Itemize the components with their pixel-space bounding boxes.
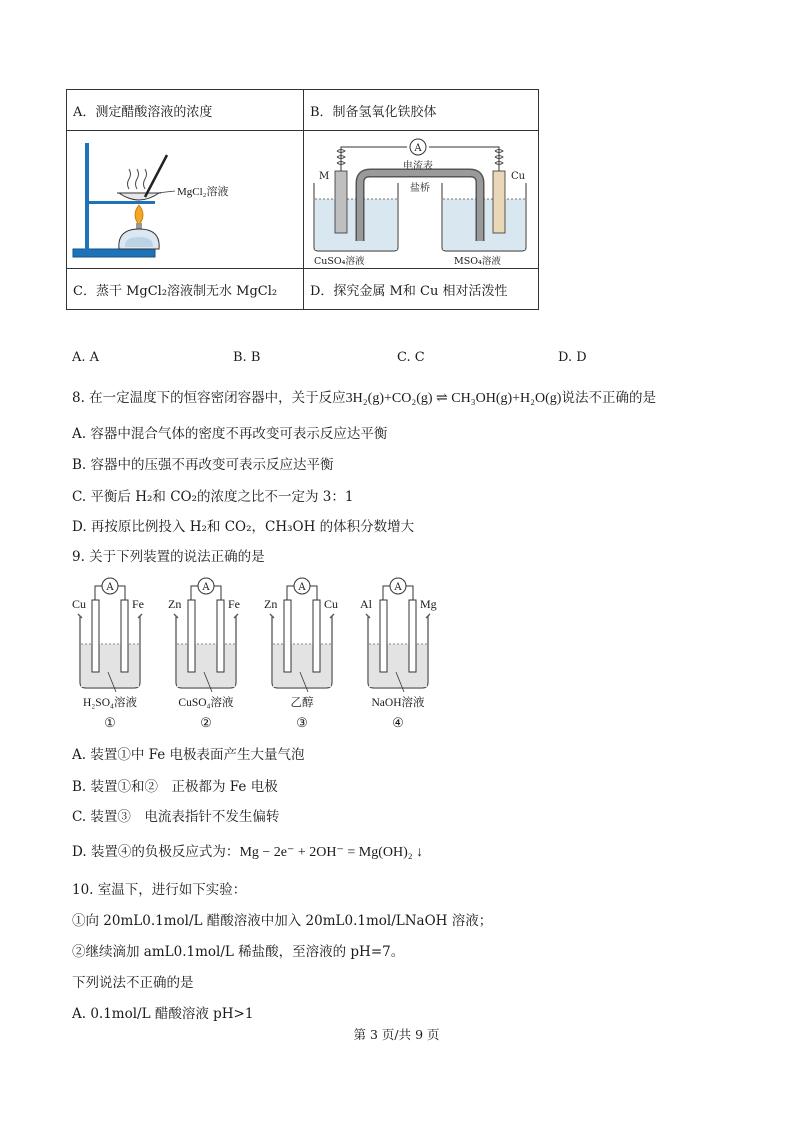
salt-bridge-label: 盐桥 xyxy=(410,183,430,194)
beaker-lip xyxy=(174,614,238,618)
q9-option-d-equation: Mg − 2e⁻ + 2OH⁻ = Mg(OH)₂ ↓ xyxy=(239,845,424,860)
solution-label: CuSO₄溶液 xyxy=(178,697,234,709)
left-wire xyxy=(191,586,198,600)
q9-option-a: A. 装置①中 Fe 电极表面产生大量气泡 xyxy=(72,747,305,763)
left-wire xyxy=(287,586,294,600)
device-number: ④ xyxy=(392,716,404,731)
ammeter-symbol: A xyxy=(106,582,114,593)
q10-stem: 10. 室温下，进行如下实验： xyxy=(72,882,247,898)
q10-step1: ①向 20mL0.1mol/L 醋酸溶液中加入 20mL0.1mol/LNaOH 溶液； xyxy=(72,913,493,929)
q7-option-d: D. D xyxy=(558,350,587,365)
device-number: ② xyxy=(200,716,212,731)
q9-option-d-pre: D. 装置④的负极反应式为： xyxy=(72,844,240,860)
ammeter-symbol: A xyxy=(202,582,210,593)
left-wire xyxy=(383,586,390,600)
solution xyxy=(81,644,139,687)
left-electrode xyxy=(284,600,291,672)
left-wire xyxy=(95,586,102,600)
device-number: ③ xyxy=(296,716,308,731)
figure-evaporation-cell xyxy=(67,131,304,269)
right-electrode xyxy=(313,600,320,672)
figure-cell-apparatus xyxy=(304,131,539,269)
beaker-lip xyxy=(366,614,430,618)
cell-d-label: D．探究金属 M和 Cu 相对活泼性 xyxy=(304,269,539,310)
device-2 xyxy=(168,578,240,731)
device-3 xyxy=(264,578,338,731)
electrode-m-label: M xyxy=(319,171,330,182)
right-wire xyxy=(406,586,413,600)
q9-option-d xyxy=(72,840,423,861)
right-wire xyxy=(118,586,125,600)
left-metal-label: Al xyxy=(360,597,372,611)
cell-b-label: B．制备氢氧化铁胶体 xyxy=(304,90,539,131)
q7-option-b: B. B xyxy=(233,350,261,365)
left-metal-label: Zn xyxy=(168,597,182,611)
q10-step2: ②继续滴加 amL0.1mol/L 稀盐酸，至溶液的 pH=7。 xyxy=(72,944,405,960)
q7-option-a: A. A xyxy=(72,350,100,365)
q8-option-a: A. 容器中混合气体的密度不再改变可表示反应达平衡 xyxy=(72,426,388,442)
q8-option-d: D. 再按原比例投入 H₂和 CO₂，CH₃OH 的体积分数增大 xyxy=(72,519,415,535)
right-metal-label: Fe xyxy=(132,597,144,611)
q9-stem: 9. 关于下列装置的说法正确的是 xyxy=(72,549,265,565)
page-footer: 第 3 页/共 9 页 xyxy=(353,1027,440,1042)
q8-option-c: C. 平衡后 H₂和 CO₂的浓度之比不一定为 3：1 xyxy=(72,489,354,505)
q8-option-b: B. 容器中的压强不再改变可表示反应达平衡 xyxy=(72,457,334,473)
right-electrode xyxy=(121,600,128,672)
solution xyxy=(273,644,331,687)
q7-option-c: C. C xyxy=(397,350,425,365)
mgcl2-solution-label: MgCl₂溶液 xyxy=(177,186,229,198)
q9-devices-figure xyxy=(72,572,452,734)
left-electrode xyxy=(92,600,99,672)
solution xyxy=(369,644,427,687)
electrode-cu-label: Cu xyxy=(511,171,526,182)
q10-option-a: A. 0.1mol/L 醋酸溶液 pH>1 xyxy=(72,1006,254,1022)
right-metal-label: Fe xyxy=(228,597,240,611)
left-electrode xyxy=(380,600,387,672)
right-electrode xyxy=(409,600,416,672)
q8-stem-post: 说法不正确的是 xyxy=(561,390,656,406)
right-metal-label: Mg xyxy=(420,597,437,611)
left-metal-label: Zn xyxy=(264,597,278,611)
right-wire xyxy=(214,586,221,600)
ammeter-label: 电流表 xyxy=(403,161,433,172)
ammeter-symbol: A xyxy=(394,582,402,593)
cell-a-label: A．测定醋酸溶液的浓度 xyxy=(67,90,304,131)
q8-stem-pre: 8. 在一定温度下的恒容密闭容器中，关于反应 xyxy=(72,390,346,406)
galvanic-cell-figure xyxy=(304,131,538,268)
cell-c-label: C．蒸干 MgCl₂溶液制无水 MgCl₂ xyxy=(67,269,304,310)
device-number: ① xyxy=(104,716,116,731)
ammeter-symbol: A xyxy=(298,582,306,593)
left-solution-label: CuSO₄溶液 xyxy=(314,256,365,267)
beaker-lip xyxy=(270,614,334,618)
right-wire xyxy=(310,586,317,600)
left-electrode xyxy=(188,600,195,672)
q8-equation: 3H₂(g)+CO₂(g) ⇌ CH₃OH(g)+H₂O(g) xyxy=(345,391,562,406)
device-1 xyxy=(72,578,144,731)
solution-label: 乙醇 xyxy=(290,697,314,709)
options-table xyxy=(66,89,539,310)
right-solution-label: MSO₄溶液 xyxy=(454,256,501,267)
q8-stem xyxy=(72,386,656,407)
solution xyxy=(177,644,235,687)
q9-option-c: C. 装置③ 电流表指针不发生偏转 xyxy=(72,809,280,825)
q10-ask: 下列说法不正确的是 xyxy=(72,975,194,991)
solution-label: NaOH溶液 xyxy=(371,697,425,709)
device-4 xyxy=(360,578,437,731)
right-metal-label: Cu xyxy=(324,597,339,611)
q9-option-b: B. 装置①和② 正极都为 Fe 电极 xyxy=(72,779,278,795)
right-electrode xyxy=(217,600,224,672)
ammeter-symbol: A xyxy=(414,143,422,154)
beaker-lip xyxy=(78,614,142,618)
left-metal-label: Cu xyxy=(72,597,87,611)
evaporation-apparatus-figure xyxy=(67,131,303,268)
solution-label: H₂SO₄溶液 xyxy=(82,697,138,709)
